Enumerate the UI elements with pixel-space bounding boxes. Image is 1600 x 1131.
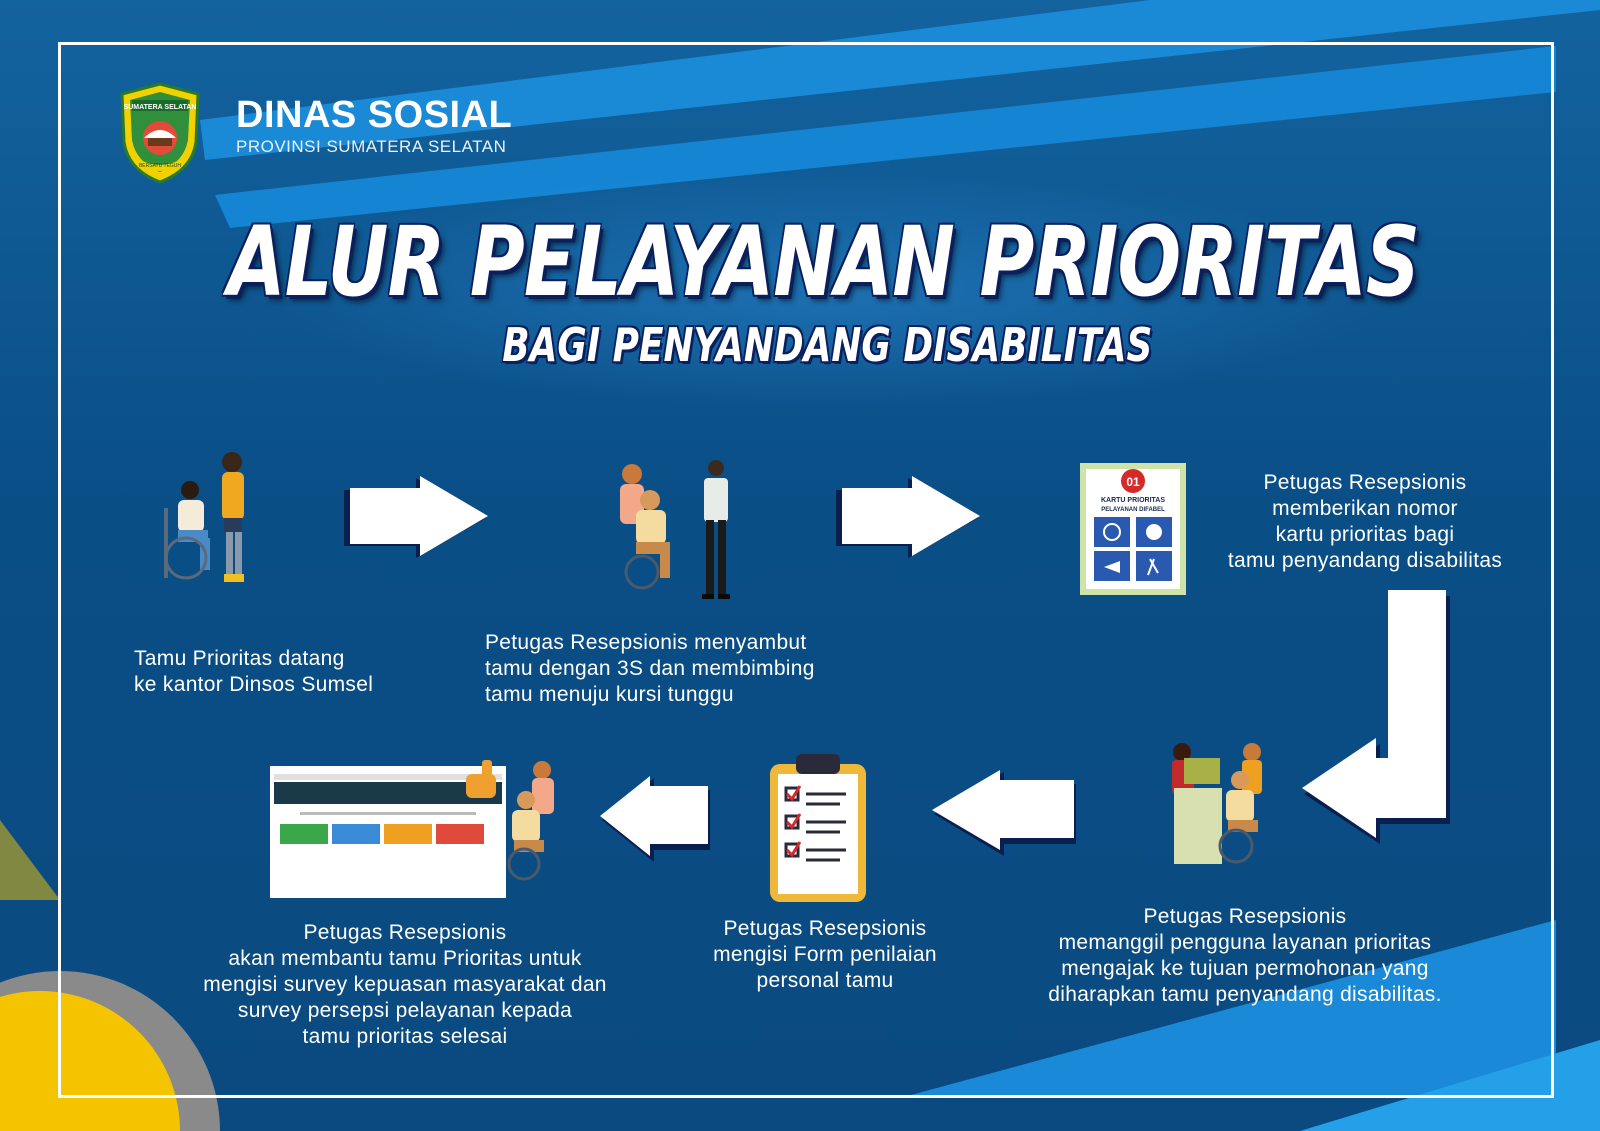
step-5-line: mengisi Form penilaian	[713, 943, 937, 966]
step-4-line: mengajak ke tujuan permohonan yang	[1061, 957, 1429, 980]
step-5-line: Petugas Resepsionis	[723, 917, 927, 940]
province-logo-icon	[118, 82, 202, 184]
step-4-line: diharapkan tamu penyandang disabilitas.	[1048, 983, 1442, 1006]
svg-text:SUMATERA SELATAN: SUMATERA SELATAN	[123, 104, 197, 111]
arrow-down-left-icon	[1300, 590, 1480, 850]
step-6-line: tamu prioritas selesai	[302, 1025, 508, 1048]
step-4-line: Petugas Resepsionis	[1143, 905, 1347, 928]
step-1-line: Tamu Prioritas datang	[134, 647, 345, 670]
step-3-line: tamu penyandang disabilitas	[1227, 549, 1503, 572]
step-2-line: tamu dengan 3S dan membimbing	[485, 657, 815, 680]
step-6-line: Petugas Resepsionis	[303, 921, 507, 944]
arrow-right-1-icon	[340, 476, 490, 560]
step-4-text	[1020, 904, 1470, 1008]
step-3-line: kartu prioritas bagi	[1275, 523, 1455, 546]
survey-screen-icon	[270, 760, 580, 900]
step-6-line: survey persepsi pelayanan kepada	[237, 999, 573, 1022]
step-1-line: ke kantor Dinsos Sumsel	[134, 673, 374, 696]
brand-subtitle: PROVINSI SUMATERA SELATAN	[236, 137, 507, 156]
step-6-line: mengisi survey kepuasan masyarakat dan	[203, 973, 607, 996]
svg-text:PELAYANAN DIFABEL: PELAYANAN DIFABEL	[1101, 507, 1165, 513]
step-3-line: Petugas Resepsionis	[1263, 471, 1467, 494]
step-2-line: tamu menuju kursi tunggu	[485, 683, 734, 706]
step-3-text	[1200, 470, 1530, 574]
step-6-line: akan membantu tamu Prioritas untuk	[228, 947, 582, 970]
step-5-line: personal tamu	[756, 969, 894, 992]
step-5-text	[690, 916, 960, 994]
clipboard-form-icon	[770, 754, 866, 902]
wheelchair-guest-icon	[150, 448, 270, 598]
step-2-text	[485, 630, 815, 708]
page-subtitle: BAGI PENYANDANG DISABILITAS	[502, 318, 1153, 372]
step-6-text	[170, 920, 640, 1050]
brand-title: DINAS SOSIAL	[236, 94, 513, 136]
svg-text:BERSATU TEGUH: BERSATU TEGUH	[138, 163, 182, 169]
arrow-left-1-icon	[930, 770, 1080, 860]
receptionist-greeting-icon	[606, 460, 756, 610]
arrow-left-2-icon	[598, 776, 714, 866]
priority-card-icon	[1080, 463, 1186, 595]
page-title: ALUR PELAYANAN PRIORITAS	[227, 206, 1420, 318]
step-2-line: Petugas Resepsionis menyambut	[485, 631, 807, 654]
service-counter-icon	[1160, 738, 1300, 878]
arrow-right-2-icon	[832, 476, 982, 560]
svg-text:KARTU PRIORITAS: KARTU PRIORITAS	[1100, 497, 1166, 504]
svg-text:01: 01	[1126, 475, 1140, 489]
step-3-line: memberikan nomor	[1272, 497, 1458, 520]
step-4-line: memanggil pengguna layanan prioritas	[1058, 931, 1432, 954]
step-1-text	[134, 646, 373, 698]
